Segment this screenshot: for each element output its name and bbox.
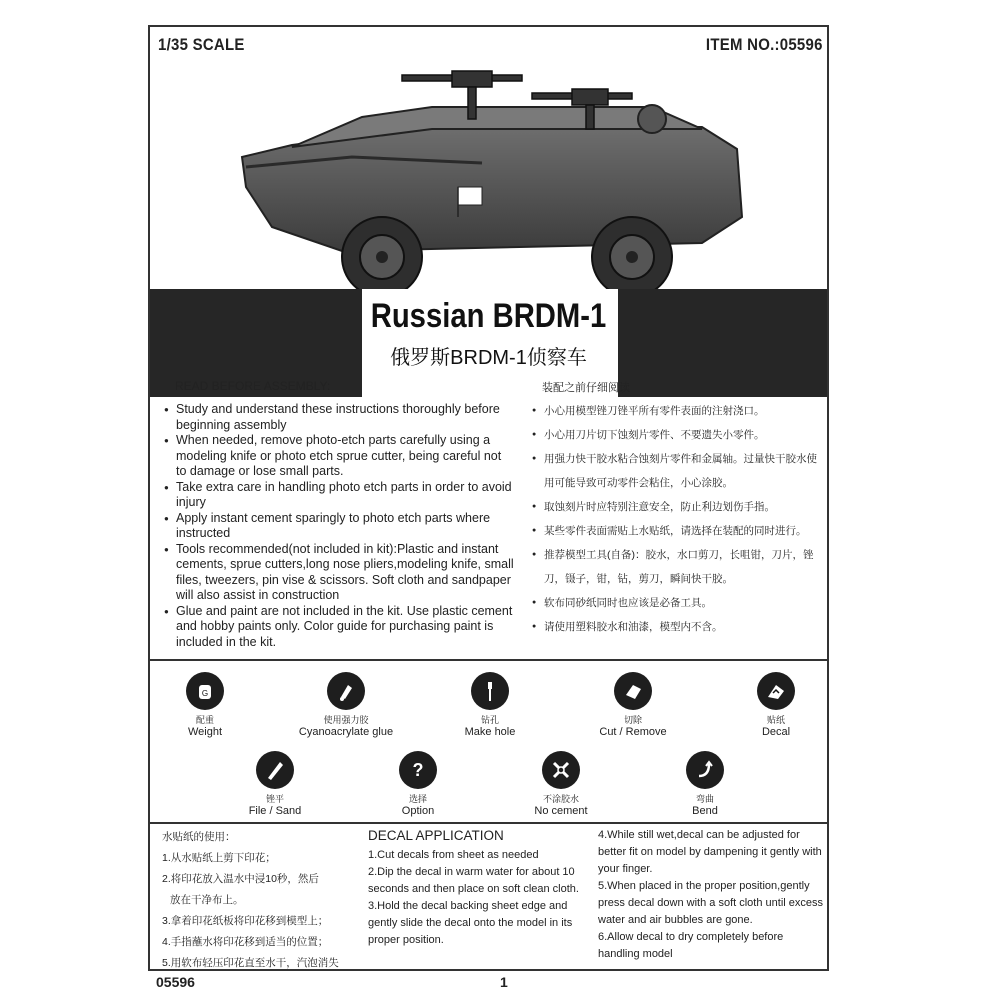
scale-label: 1/35 SCALE: [158, 35, 245, 54]
read-item: ● Study and understand these instructions thoroughly before beginning assembly: [164, 402, 514, 433]
decal-heading: DECAL APPLICATION: [368, 828, 504, 843]
symbol-label-cn: 配重: [195, 715, 214, 725]
bend-icon: [693, 758, 717, 782]
question-icon: [406, 758, 430, 782]
read-item-cn: ● 推荐模型工具(自备)：胶水，水口剪刀，长咀钳，刀片，锉刀，镊子，钳，钻，剪刀，瞬间快干胶。: [532, 543, 824, 591]
symbol-label-cn: 选择: [408, 794, 427, 804]
page-number: 1: [500, 974, 508, 990]
svg-text:G: G: [201, 689, 209, 698]
weight-icon: [193, 679, 217, 703]
symbol-label: Decal: [761, 726, 791, 738]
decal-step-cn: 3.拿着印花纸板将印花移到模型上；: [162, 915, 329, 927]
read-item-cn: ● 小心用刀片切下蚀刻片零件、不要遗失小零件。: [532, 423, 824, 447]
symbol-label-cn: 钻孔: [480, 715, 499, 725]
divider: [150, 659, 827, 661]
decal-step-cn: 2.将印花放入温水中浸10秒，然后: [162, 873, 319, 885]
symbol-cut: [578, 672, 688, 738]
product-title: Russian BRDM-1: [370, 297, 607, 335]
symbol-label-cn: 切除: [623, 715, 642, 725]
symbol-bend: [650, 751, 760, 817]
symbol-label: Make hole: [464, 726, 516, 738]
read-item-cn: ● 请使用塑料胶水和油漆，模型内不含。: [532, 615, 824, 639]
symbol-label-cn: 不涂胶水: [542, 794, 579, 804]
read-heading-cn: 装配之前仔细阅读: [542, 382, 630, 394]
read-item-cn: ● 小心用模型锉刀锉平所有零件表面的注射浇口。: [532, 399, 824, 423]
symbol-label: Option: [401, 805, 435, 817]
symbol-label: Bend: [692, 805, 718, 817]
decal-step-cn: 5.用软布轻压印花直至水干，汽泡消失: [162, 957, 339, 969]
symbol-file: [220, 751, 330, 817]
symbol-label-cn: 弯曲: [695, 794, 714, 804]
decal-instructions-cn: [162, 827, 362, 974]
instruction-page: [148, 25, 829, 971]
symbol-label: File / Sand: [248, 805, 302, 817]
decal-step-cn: 放在干净布上。: [170, 894, 244, 906]
read-heading: READ BEFORE ASSEMBLY:: [175, 379, 331, 393]
decal-step-cn: 4.手指蘸水将印花移到适当的位置；: [162, 936, 329, 948]
symbol-no-cement: [506, 751, 616, 817]
read-item-cn: ● 取蚀刻片时应特别注意安全，防止利边划伤手指。: [532, 495, 824, 519]
glue-icon: [334, 679, 358, 703]
svg-text:?: ?: [412, 760, 424, 780]
cut-icon: [621, 679, 645, 703]
drill-icon: [478, 679, 502, 703]
read-list-cn: [532, 399, 824, 639]
read-item: ● Apply instant cement sparingly to photo etch parts where instructed: [164, 511, 514, 542]
decal-heading-cn: 水贴纸的使用：: [162, 831, 236, 843]
decal-step: 4.While still wet,decal can be adjusted for better fit on model by dampening it gently with your finger.: [598, 829, 822, 875]
symbol-weight: [150, 672, 260, 738]
symbol-label-cn: 贴纸: [766, 715, 785, 725]
product-title-cn: 俄罗斯BRDM-1侦察车: [390, 347, 587, 369]
symbol-label: No cement: [534, 805, 588, 817]
item-number: ITEM NO.:05596: [706, 35, 823, 54]
decal-step: 3.Hold the decal backing sheet edge and gently slide the decal onto the model in its proper position.: [368, 900, 573, 946]
no-cement-icon: [549, 758, 573, 782]
decal-icon: [764, 679, 788, 703]
symbol-option: [363, 751, 473, 817]
decal-step: 2.Dip the decal in warm water for about 10 seconds and then place on soft clean cloth.: [368, 866, 579, 895]
symbol-label: Weight: [187, 726, 223, 738]
symbol-label: Cut / Remove: [599, 726, 667, 738]
decal-step: 6.Allow decal to dry completely before handling model: [598, 931, 784, 960]
symbol-decal: [721, 672, 831, 738]
read-item-cn: ● 用强力快干胶水粘合蚀刻片零件和金属轴。过量快干胶水使用可能导致可动零件会粘住，小心涂胶。: [532, 447, 824, 495]
read-item: ● Take extra care in handling photo etch parts in order to avoid injury: [164, 480, 514, 511]
symbol-glue: [291, 672, 401, 738]
decal-step: 5.When placed in the proper position,gently press decal down with a soft cloth until excess water and air bubbles are gone.: [598, 880, 824, 926]
read-item-cn: ● 软布同砂纸同时也应该是必备工具。: [532, 591, 824, 615]
decal-step-cn: 1.从水贴纸上剪下印花；: [162, 852, 276, 864]
divider: [150, 822, 827, 824]
footer-item-number: 05596: [156, 974, 195, 990]
symbol-label: Cyanoacrylate glue: [298, 726, 394, 738]
symbol-drill: [435, 672, 545, 738]
file-icon: [263, 758, 287, 782]
read-item: ● Tools recommended(not included in kit):Plastic and instant cements, sprue cutters,long nose pliers,modeling knife, small files, tweezers, pin vise & scissors. Soft cloth and sandpaper will also assist in construction: [164, 542, 514, 604]
symbol-label-cn: 使用强力胶: [323, 715, 369, 725]
decal-step: 1.Cut decals from sheet as needed: [368, 849, 539, 861]
decal-instructions-cont: [598, 827, 826, 963]
read-item: ● Glue and paint are not included in the kit. Use plastic cement and hobby paints only. Color guide for purchasing paint is included in the kit.: [164, 604, 514, 651]
read-item-cn: ● 某些零件表面需贴上水贴纸，请选择在装配的同时进行。: [532, 519, 824, 543]
read-item: ● When needed, remove photo-etch parts carefully using a modeling knife or photo etch sprue cutter, being careful not to damage or lose small parts.: [164, 433, 514, 480]
brdm-vehicle-illustration: [232, 67, 752, 297]
read-list: [164, 402, 514, 650]
decal-instructions: [368, 827, 598, 949]
symbol-label-cn: 锉平: [265, 794, 284, 804]
